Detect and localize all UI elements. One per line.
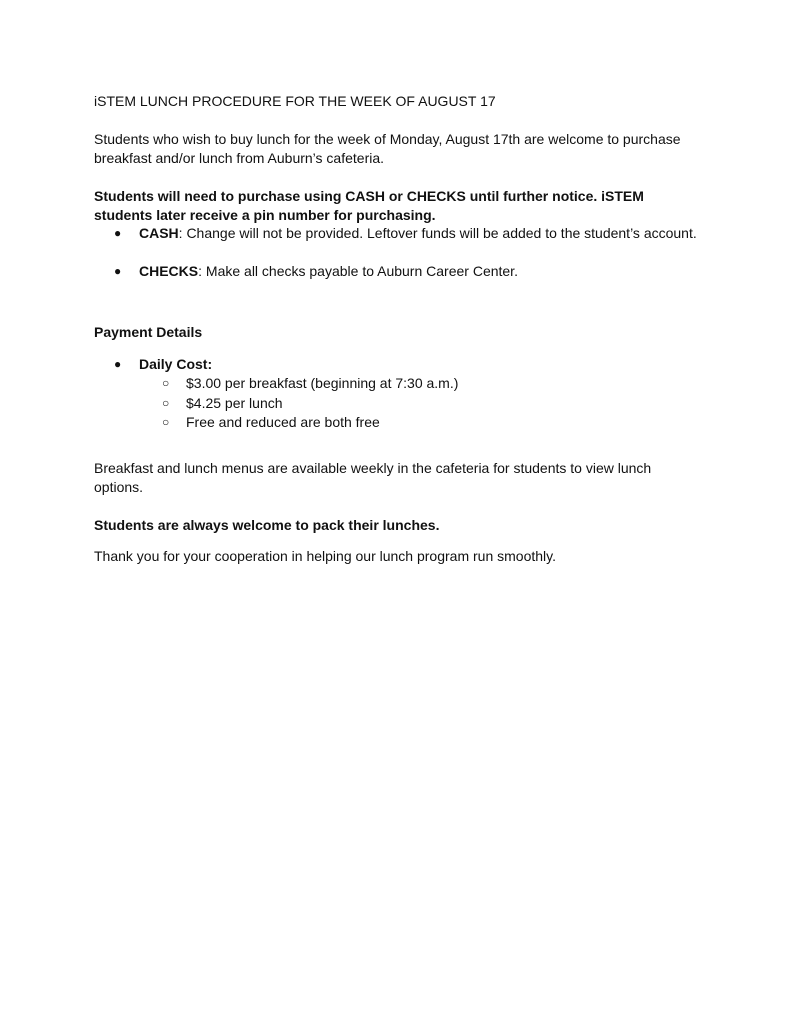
free-reduced-note: Free and reduced are both free bbox=[186, 414, 380, 430]
cash-text: : Change will not be provided. Leftover funds will be added to the student’s account. bbox=[178, 225, 697, 241]
daily-cost-list bbox=[94, 355, 714, 374]
circle-bullet-icon: ○ bbox=[162, 415, 170, 429]
menus-paragraph: Breakfast and lunch menus are available weekly in the cafeteria for students to view lunch options. bbox=[94, 460, 652, 495]
list-item bbox=[94, 374, 714, 394]
cash-bullet bbox=[94, 224, 714, 243]
breakfast-price: $3.00 per breakfast (beginning at 7:30 a.m.) bbox=[186, 375, 459, 391]
checks-bullet bbox=[94, 262, 714, 281]
checks-label: CHECKS bbox=[139, 263, 199, 279]
list-item bbox=[94, 394, 714, 414]
list-item bbox=[94, 413, 714, 433]
circle-bullet-icon: ○ bbox=[162, 376, 170, 390]
bullet-icon: ● bbox=[114, 226, 122, 240]
payment-notice: Students will need to purchase using CASH or CHECKS until further notice. iSTEM students later receive a pin number for purchasing. bbox=[94, 188, 644, 223]
bullet-icon: ● bbox=[114, 357, 122, 371]
payment-details-heading: Payment Details bbox=[94, 324, 203, 340]
bullet-icon: ● bbox=[114, 264, 122, 278]
daily-cost-bullet bbox=[94, 355, 714, 374]
checks-text: : Make all checks payable to Auburn Career Center. bbox=[198, 263, 518, 279]
cash-label: CASH bbox=[139, 225, 179, 241]
daily-cost-label: Daily Cost: bbox=[139, 356, 213, 372]
circle-bullet-icon: ○ bbox=[162, 395, 170, 410]
document-title: iSTEM LUNCH PROCEDURE FOR THE WEEK OF AUGUST 17 bbox=[94, 93, 496, 109]
cash-bullet-list bbox=[94, 224, 714, 243]
intro-paragraph: Students who wish to buy lunch for the week of Monday, August 17th are welcome to purchase breakfast and/or lunch from Auburn’s cafeteria. bbox=[94, 131, 681, 166]
thank-you-note: Thank you for your cooperation in helping our lunch program run smoothly. bbox=[94, 548, 556, 564]
checks-bullet-list bbox=[94, 262, 714, 281]
lunch-price: $4.25 per lunch bbox=[186, 394, 283, 411]
pack-lunch-note: Students are always welcome to pack their lunches. bbox=[94, 517, 440, 533]
daily-cost-sublist bbox=[94, 374, 714, 433]
